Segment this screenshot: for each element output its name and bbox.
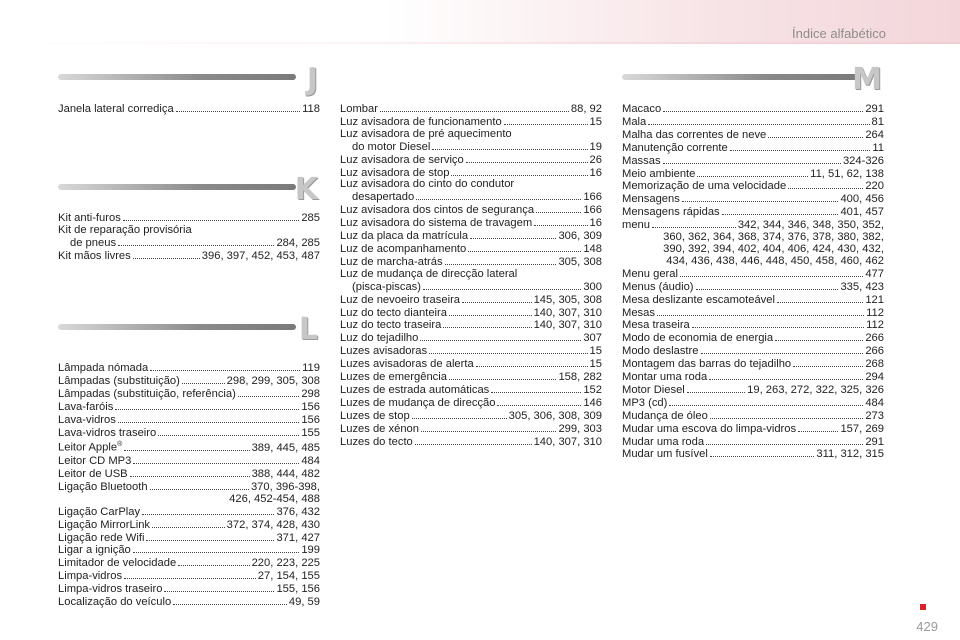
index-entry: Lombar 88, 92 [340, 103, 602, 115]
index-entry: Menus (áudio) 335, 423 [622, 280, 884, 293]
section-rule [622, 74, 860, 80]
index-entry: Luz de mudança de direcção lateral [340, 267, 518, 280]
section-rule [58, 184, 296, 190]
section-letter: L [298, 312, 318, 347]
index-entry: Luz da placa da matrícula 306, 309 [340, 230, 602, 243]
section-letter: K [294, 172, 318, 207]
index-entry: Modo deslastre 266 [622, 345, 884, 358]
index-entry: Montar uma roda 294 [622, 371, 884, 384]
section-title: Índice alfabético [792, 26, 886, 41]
index-entry: Luzes de stop 305, 306, 308, 309 [340, 409, 602, 422]
index-entry: Luz avisadora de funcionamento 15 [340, 115, 602, 128]
index-entry: MP3 (cd) 484 [622, 396, 884, 409]
index-entry: Ligação MirrorLink 372, 374, 428, 430 [58, 518, 320, 531]
index-entry: Mudar uma escova do limpa-vidros 157, 269 [622, 422, 884, 435]
index-entry: Leitor Apple® 389, 445, 485 [58, 441, 320, 455]
entries-j [58, 103, 320, 116]
index-entry: Ligação rede Wifi 371, 427 [58, 531, 320, 544]
index-entry: Luzes do tecto 140, 307, 310 [340, 435, 602, 448]
index-entry: Leitor CD MP3 484 [58, 455, 320, 468]
index-entry: Ligar a ignição 199 [58, 544, 320, 557]
index-entry: Massas 324-326 [622, 154, 884, 167]
section-letter: M [852, 62, 882, 97]
index-entry-continuation: 426, 452-454, 488 [229, 492, 320, 505]
index-entry: Mesa deslizante escamoteável 121 [622, 293, 884, 306]
section-letter: J [306, 62, 318, 97]
letter-header-l [58, 312, 320, 362]
index-entry: Mudança de óleo 273 [622, 409, 884, 422]
index-entry: Luzes avisadoras 15 [340, 345, 602, 358]
index-entry: Limitador de velocidade 220, 223, 225 [58, 557, 320, 570]
index-entry: Luz do tecto dianteira 140, 307, 310 [340, 306, 602, 319]
index-entry: Luzes de mudança de direcção 146 [340, 396, 602, 409]
index-entry: do motor Diesel 19 [352, 140, 602, 153]
index-entry: Luzes de xénon 299, 303 [340, 422, 602, 435]
index-entry: de pneus 284, 285 [70, 236, 320, 249]
index-entry: Luz avisadora de pré aquecimento [340, 127, 512, 140]
index-entry: Leitor de USB 388, 444, 482 [58, 467, 320, 480]
index-entry: Luz avisadora do cinto do condutor [340, 178, 515, 191]
index-entry: Mensagens rápidas 401, 457 [622, 206, 884, 219]
index-entry: Luz de nevoeiro traseira 145, 305, 308 [340, 293, 602, 306]
index-entry: Mala 81 [622, 115, 884, 128]
index-entry: Lâmpada nómada 119 [58, 362, 320, 374]
index-entry-continuation: 434, 436, 438, 446, 448, 450, 458, 460, 462 [666, 254, 884, 267]
index-entry: Lâmpadas (substituição, referência) 298 [58, 387, 320, 400]
index-entry: Macaco 291 [622, 103, 884, 115]
index-entry: Luz avisadora de serviço 26 [340, 153, 602, 166]
index-entry: Lava-vidros traseiro 155 [58, 426, 320, 439]
index-entry: Limpa-vidros 27, 154, 155 [58, 570, 320, 583]
index-entry: Luz de acompanhamento 148 [340, 242, 602, 255]
index-entry: Ligação CarPlay 376, 432 [58, 505, 320, 518]
page-marker [920, 604, 926, 610]
index-entry-continuation: 390, 392, 394, 402, 404, 406, 424, 430, 432, [663, 242, 884, 255]
index-entry: Luz avisadora do sistema de travagem 16 [340, 217, 602, 230]
entries-l-continued [340, 103, 602, 448]
index-entry: Meio ambiente 11, 51, 62, 138 [622, 167, 884, 180]
index-entry: Mesas 112 [622, 306, 884, 319]
index-entry: Janela lateral corrediça 118 [58, 103, 320, 115]
section-rule [58, 74, 296, 80]
index-entry: Modo de economia de energia 266 [622, 332, 884, 345]
index-entry: menu 342, 344, 346, 348, 350, 352, [622, 219, 884, 232]
index-entry: Montagem das barras do tejadilho 268 [622, 358, 884, 371]
entries-m [622, 103, 884, 461]
index-entry: Mudar um fusível 311, 312, 315 [622, 448, 884, 461]
index-entry: Luzes de emergência 158, 282 [340, 371, 602, 384]
index-entry: Mesa traseira 112 [622, 319, 884, 332]
index-entry: Memorização de uma velocidade 220 [622, 180, 884, 193]
page-number: 429 [916, 619, 938, 634]
index-entry: Manutenção corrente 11 [622, 141, 884, 154]
index-entry: Lava-vidros 156 [58, 413, 320, 426]
index-entry: Limpa-vidros traseiro 155, 156 [58, 583, 320, 596]
section-rule [58, 324, 296, 330]
index-entry: Luz avisadora de stop 16 [340, 166, 602, 179]
entries-l [58, 362, 320, 609]
index-entry: Lâmpadas (substituição) 298, 299, 305, 308 [58, 374, 320, 387]
entries-k [58, 212, 320, 263]
index-entry: Kit de reparação provisória [58, 223, 192, 236]
index-entry-continuation: 360, 362, 364, 368, 374, 376, 378, 380, 382, [663, 231, 884, 244]
index-entry: Lava-faróis 156 [58, 400, 320, 413]
index-entry: Luz avisadora dos cintos de segurança 166 [340, 204, 602, 217]
index-entry: Luzes de estrada automáticas 152 [340, 383, 602, 396]
index-entry: Luzes avisadoras de alerta 15 [340, 358, 602, 371]
index-entry: Ligação Bluetooth 370, 396-398, [58, 480, 320, 493]
index-entry: Localização do veículo 49, 59 [58, 596, 320, 609]
index-entry: Luz de marcha-atrás 305, 308 [340, 255, 602, 268]
index-entry: Malha das correntes de neve 264 [622, 128, 884, 141]
index-entry: desapertado 166 [352, 191, 602, 204]
index-entry: Motor Diesel 19, 263, 272, 322, 325, 326 [622, 383, 884, 396]
index-entry: Luz do tejadilho 307 [340, 332, 602, 345]
index-entry: Kit anti-furos 285 [58, 212, 320, 224]
index-entry: (pisca-piscas) 300 [352, 280, 602, 293]
index-entry: Menu geral 477 [622, 267, 884, 280]
index-entry: Kit mãos livres 396, 397, 452, 453, 487 [58, 249, 320, 262]
index-entry: Luz do tecto traseira 140, 307, 310 [340, 319, 602, 332]
index-entry: Mensagens 400, 456 [622, 193, 884, 206]
index-entry: Mudar uma roda 291 [622, 435, 884, 448]
